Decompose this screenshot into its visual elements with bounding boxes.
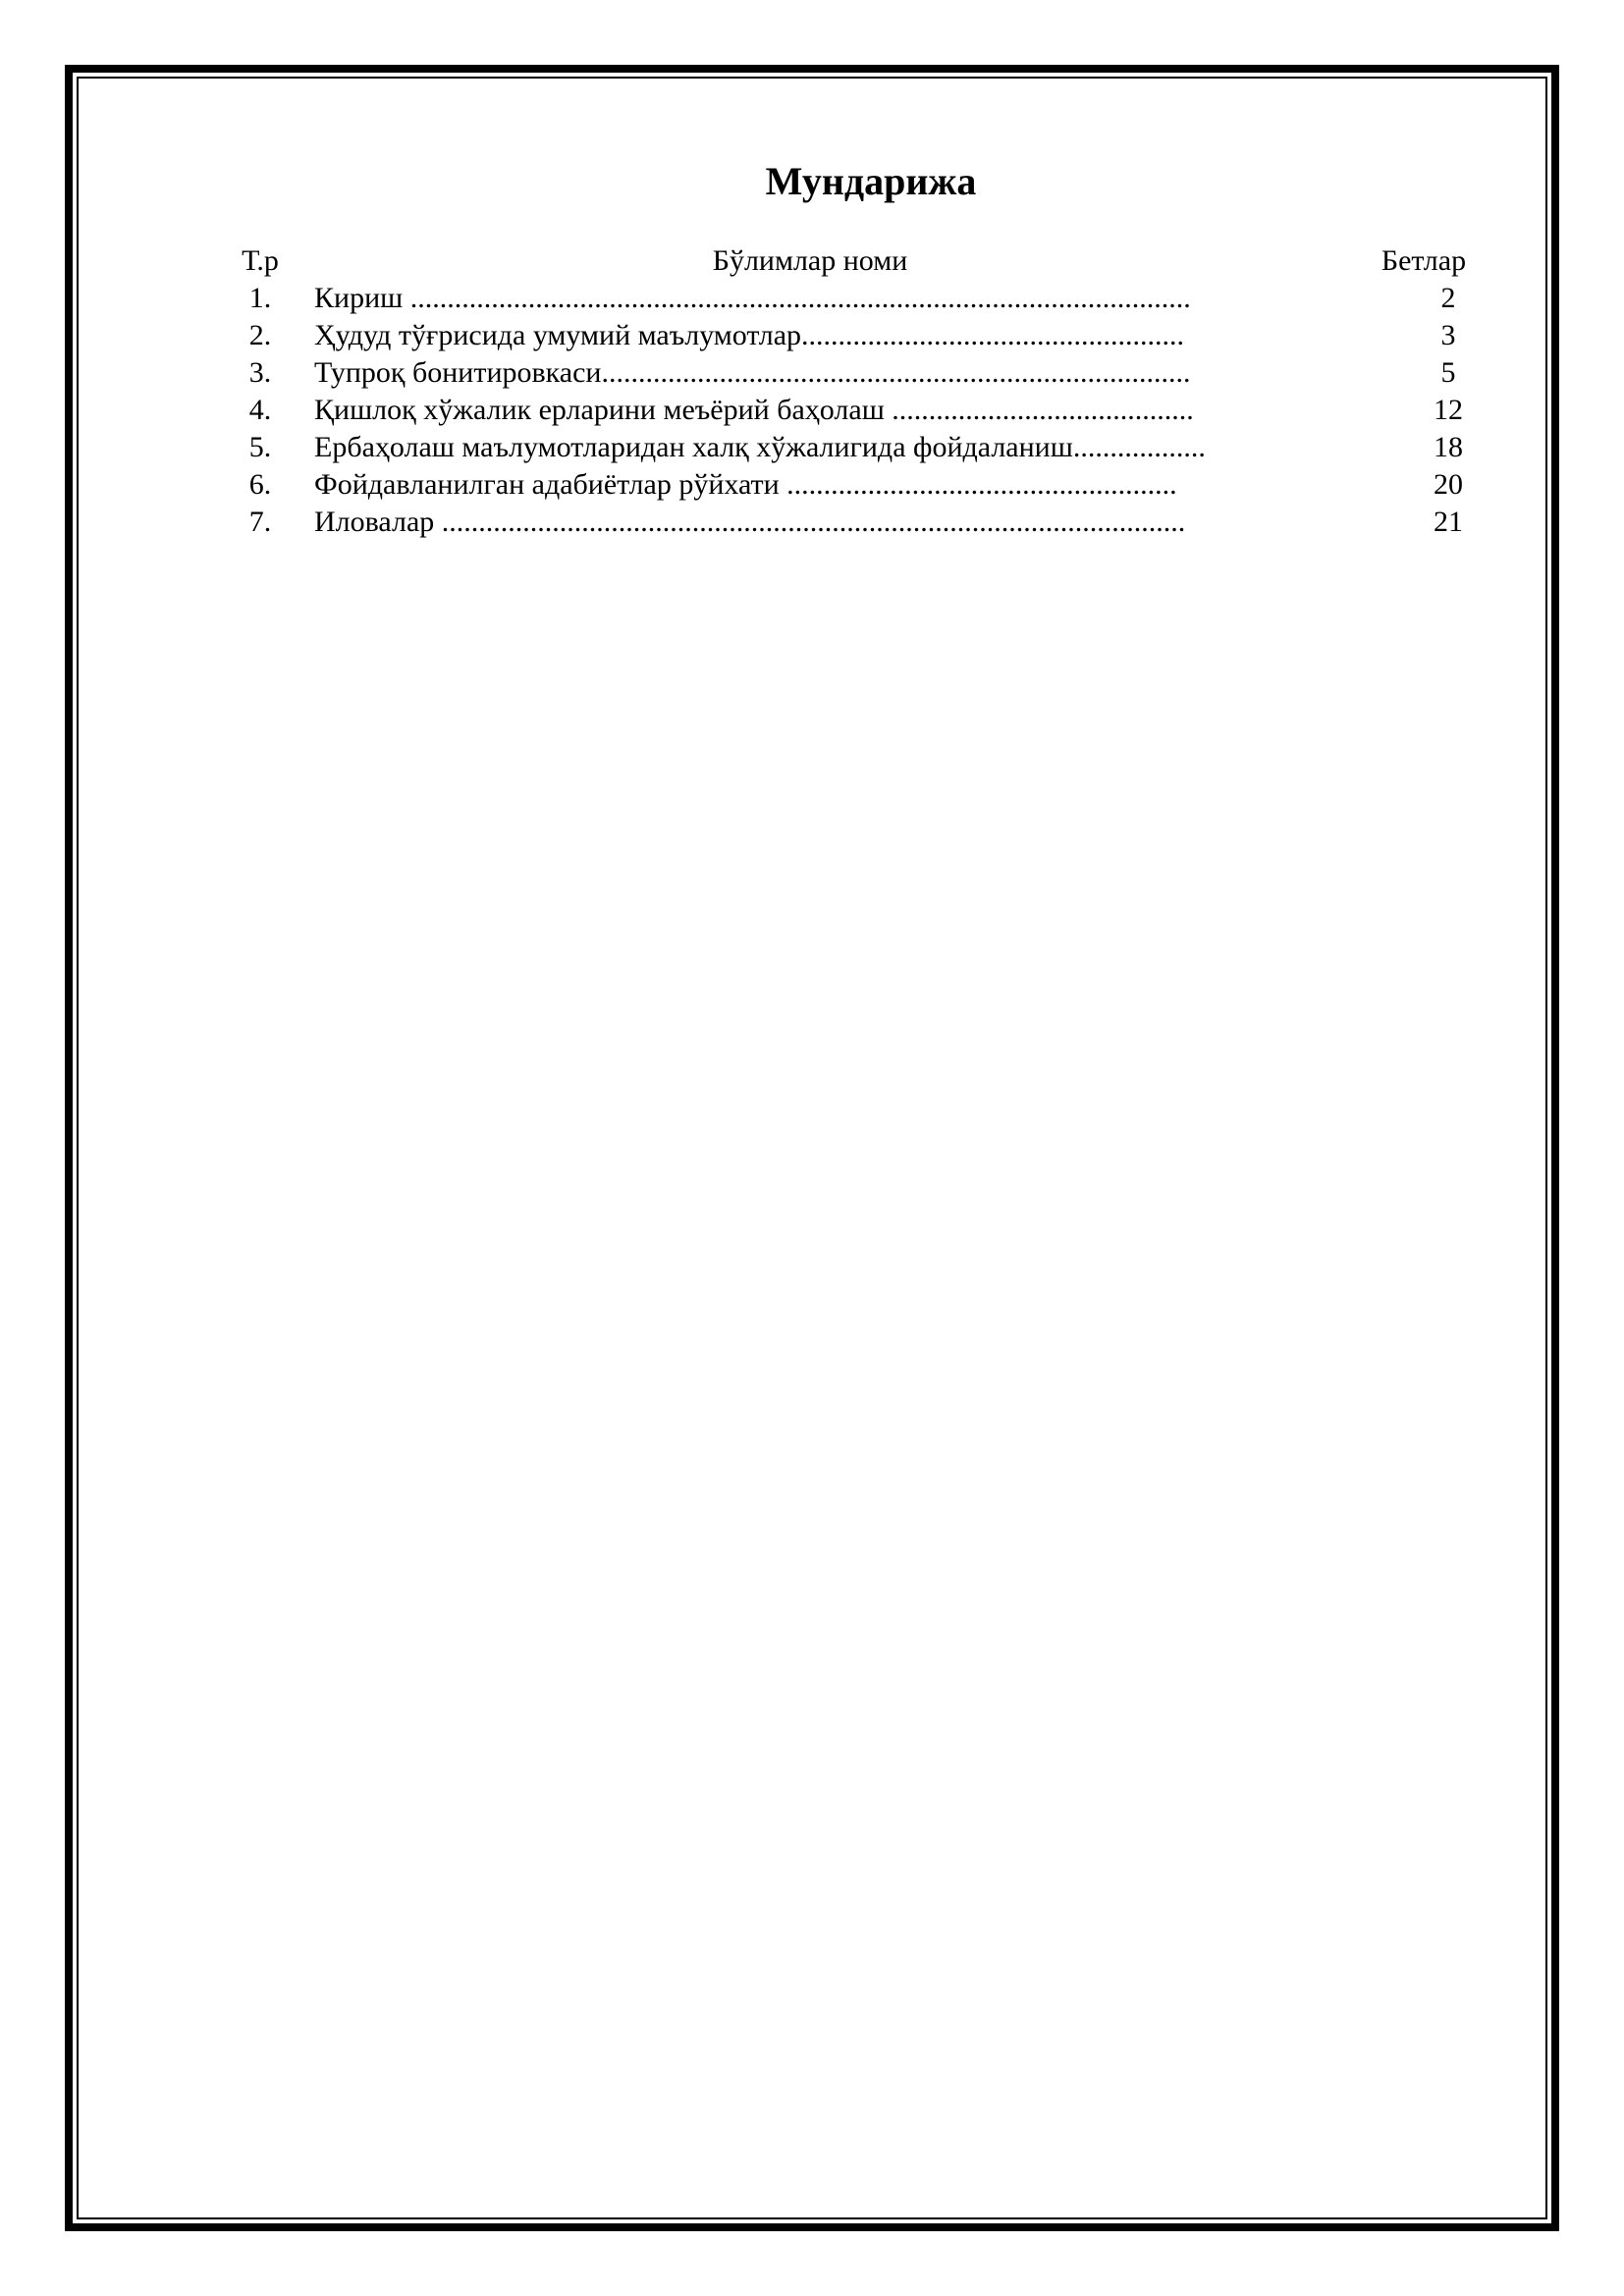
header-number: Т.р (242, 244, 279, 277)
entry-page: 18 (1434, 431, 1463, 463)
entry-number: 5. (248, 431, 272, 463)
entry-title[interactable]: Қишлоқ хўжалик ерларини меъёрий баҳолаш ......................................... (314, 394, 1194, 426)
toc-entry[interactable] (226, 392, 1532, 429)
toc-entry[interactable] (226, 317, 1532, 354)
entry-number: 1. (248, 282, 272, 314)
entry-title[interactable]: Кириш .......................................................................................................... (314, 282, 1191, 314)
entry-number: 6. (248, 468, 272, 501)
toc-entry[interactable] (226, 504, 1532, 541)
entry-title[interactable]: Тупроқ бонитировкаси................................................................................ (314, 356, 1191, 389)
entry-page: 2 (1440, 282, 1456, 314)
page-title: Мундарижа (765, 159, 977, 203)
entry-page: 21 (1434, 506, 1463, 538)
entry-title[interactable]: Ербаҳолаш маълумотларидан халқ хўжалигида фойдаланиш.................. (314, 431, 1206, 463)
entry-title[interactable]: Фойдавланилган адабиётлар рўйхати ..................................................... (314, 468, 1177, 501)
toc-entry[interactable] (226, 466, 1532, 504)
entry-page: 3 (1440, 319, 1456, 351)
toc-header (226, 242, 1532, 280)
header-section: Бўлимлар номи (712, 244, 908, 277)
entry-page: 12 (1434, 394, 1463, 426)
entry-number: 2. (248, 319, 272, 351)
entry-title[interactable]: Ҳудуд тўғрисида умумий маълумотлар.................................................... (314, 319, 1185, 351)
entry-title[interactable]: Иловалар ..................................................................................................... (314, 506, 1186, 538)
table-of-contents (226, 242, 1532, 541)
toc-entry[interactable] (226, 429, 1532, 466)
entry-number: 7. (248, 506, 272, 538)
toc-entry[interactable] (226, 354, 1532, 392)
entry-page: 5 (1440, 356, 1456, 389)
entry-number: 3. (248, 356, 272, 389)
toc-entry[interactable] (226, 280, 1532, 317)
header-pages: Бетлар (1380, 244, 1467, 277)
entry-page: 20 (1434, 468, 1463, 501)
entry-number: 4. (248, 394, 272, 426)
